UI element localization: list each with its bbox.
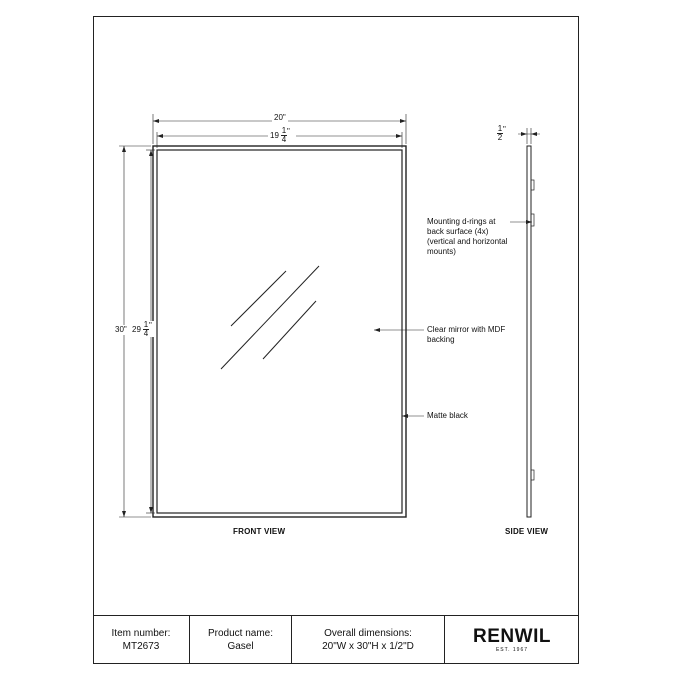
dim-depth-label: 1 2 "	[497, 124, 506, 142]
callout-finish: Matte black	[427, 411, 468, 420]
product-name-label: Product name:	[207, 628, 274, 639]
dim-inner-width-label: 19 1 4 "	[268, 127, 296, 143]
arrow	[402, 414, 408, 418]
arrow	[374, 328, 380, 332]
item-number-label: Item number:	[111, 628, 171, 639]
brand-logo: RENWIL	[473, 625, 551, 647]
reflection-line	[263, 301, 316, 359]
arrow	[396, 134, 402, 138]
arrow	[157, 134, 163, 138]
arrow	[122, 511, 126, 517]
arrow	[531, 132, 537, 136]
dim-outer-width-label: 20"	[274, 113, 286, 122]
dim-inner-height-label: 29 1 4 "	[132, 321, 154, 337]
brand-established: EST. 1967	[495, 646, 529, 653]
brand-cell	[445, 616, 579, 664]
arrow	[400, 119, 406, 123]
arrow	[153, 119, 159, 123]
reflection-line	[221, 266, 319, 369]
reflection-line	[231, 271, 286, 326]
mirror-frame-outer	[153, 146, 406, 517]
callout-mirror: Clear mirror with MDF backing	[427, 325, 506, 344]
product-name-cell	[190, 616, 292, 664]
dim-outer-height-label: 30"	[115, 325, 127, 334]
overall-dimensions-label: Overall dimensions:	[324, 628, 412, 639]
front-view-title: FRONT VIEW	[233, 527, 286, 536]
mirror-glass-inner	[157, 150, 402, 513]
product-name-value: Gasel	[227, 641, 254, 652]
arrow	[122, 146, 126, 152]
side-view-title: SIDE VIEW	[505, 527, 549, 536]
side-profile	[527, 146, 531, 517]
arrow	[521, 132, 527, 136]
callout-mounting: Mounting d-rings at back surface (4x) (vertical and horizontal mounts)	[427, 217, 508, 256]
overall-dimensions-cell	[292, 616, 445, 664]
title-block	[93, 615, 579, 664]
overall-dimensions-value: 20"W x 30"H x 1/2"D	[322, 641, 414, 652]
item-number-cell	[93, 616, 190, 664]
item-number-value: MT2673	[122, 641, 160, 652]
